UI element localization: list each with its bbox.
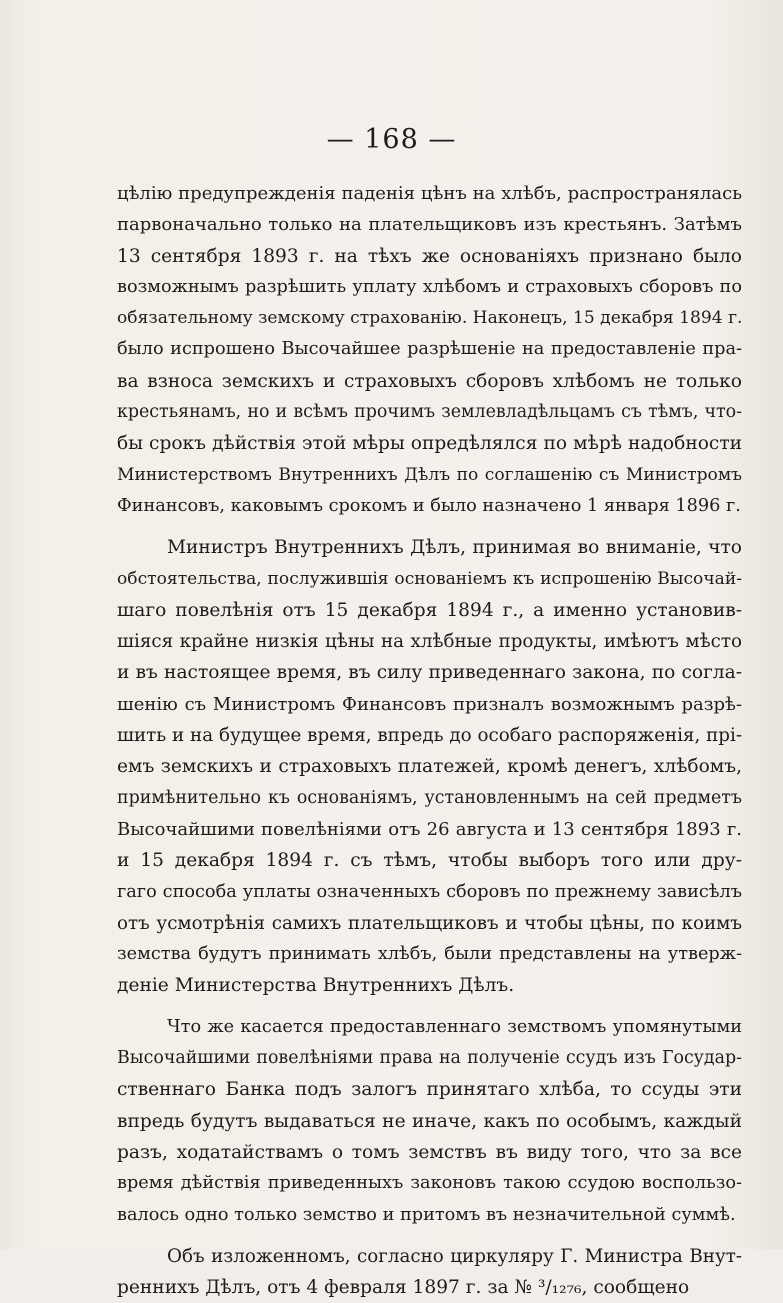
body-text xyxy=(117,178,742,1303)
text-line: Министръ Внутреннихъ Дѣлъ, принимая во вниманіе, что xyxy=(167,537,742,559)
text-line: впредь будутъ выдаваться не иначе, какъ по особымъ, каждый xyxy=(117,1110,742,1132)
text-line: обязательному земскому страхованію. Наконецъ, 15 декабря 1894 г. xyxy=(117,308,743,329)
text-line: емъ земскихъ и страховыхъ платежей, кромѣ денегъ, хлѣбомъ, xyxy=(117,756,742,778)
text-line: реннихъ Дѣлъ, отъ 4 февраля 1897 г. за № ³/₁₂₇₆, сообщено xyxy=(117,1277,690,1299)
paragraph xyxy=(117,1012,742,1231)
text-line: время дѣйствія приведенныхъ законовъ такою ссудою воспользо- xyxy=(117,1173,742,1194)
text-line: бы срокъ дѣйствія этой мѣры опредѣлялся по мѣрѣ надобности xyxy=(117,433,742,455)
page-number: — 168 — xyxy=(326,124,457,155)
text-line: 13 сентября 1893 г. на тѣхъ же основаніяхъ признано было xyxy=(117,245,742,267)
paragraph xyxy=(117,532,742,1001)
text-line: шить и на будущее время, впредь до особаго распоряженія, прі- xyxy=(117,725,742,747)
text-line: валось одно только земство и притомъ въ незначительной суммѣ. xyxy=(117,1204,736,1225)
text-line: было испрошено Высочайшее разрѣшеніе на предоставленіе пра- xyxy=(117,339,742,360)
text-line: шіяся крайне низкія цѣны на хлѣбные продукты, имѣютъ мѣсто xyxy=(117,631,742,653)
text-line: Объ изложенномъ, согласно циркуляру Г. Министра Внут- xyxy=(167,1245,742,1267)
text-line: и 15 декабря 1894 г. съ тѣмъ, чтобы выборъ того или дру- xyxy=(117,850,742,872)
text-line: шаго повелѣнія отъ 15 декабря 1894 г., а именно установив- xyxy=(117,599,742,621)
text-line: Финансовъ, каковымъ срокомъ и было назначено 1 января 1896 г. xyxy=(117,495,741,516)
text-line: шенію съ Министромъ Финансовъ призналъ возможнымъ разрѣ- xyxy=(117,693,742,715)
text-line: Что же касается предоставленнаго земствомъ упомянутыми xyxy=(167,1016,742,1037)
text-line: гаго способа уплаты означенныхъ сборовъ по прежнему зависѣлъ xyxy=(117,881,742,902)
text-line: Высочайшими повелѣніями права на полученіе ссудъ изъ Государ- xyxy=(117,1048,742,1069)
text-line: парвоначально только на плательщиковъ изъ крестьянъ. Затѣмъ xyxy=(117,214,742,236)
text-line: крестьянамъ, но и всѣмъ прочимъ землевладѣльцамъ съ тѣмъ, что- xyxy=(117,402,742,423)
text-line: земства будутъ принимать хлѣбъ, были представлены на утверж- xyxy=(117,944,742,965)
text-line: цѣлію предупрежденія паденія цѣнъ на хлѣбъ, распространялась xyxy=(117,183,742,204)
text-line: разъ, ходатайствамъ о томъ земствъ въ виду того, что за все xyxy=(117,1141,742,1163)
paragraph xyxy=(117,178,742,522)
paragraph xyxy=(117,1241,742,1303)
text-line: деніе Министерства Внутреннихъ Дѣлъ. xyxy=(117,975,515,997)
text-line: возможнымъ разрѣшить уплату хлѣбомъ и страховыхъ сборовъ по xyxy=(117,276,742,297)
text-line: и въ настоящее время, въ силу приведеннаго закона, по согла- xyxy=(117,662,742,684)
text-line: примѣнительно къ основаніямъ, установленнымъ на сей предметъ xyxy=(117,787,742,808)
text-line: ственнаго Банка подъ залогъ принятаго хлѣба, то ссуды эти xyxy=(117,1079,742,1101)
text-line: обстоятельства, послужившія основаніемъ къ испрошенію Высочай- xyxy=(117,568,742,589)
text-line: Министерствомъ Внутреннихъ Дѣлъ по соглашенію съ Министромъ xyxy=(117,464,742,485)
text-line: ва взноса земскихъ и страховыхъ сборовъ хлѣбомъ не только xyxy=(117,370,742,392)
text-line: Высочайшими повелѣніями отъ 26 августа и 13 сентября 1893 г. xyxy=(117,818,742,840)
text-line: отъ усмотрѣнія самихъ плательщиковъ и чтобы цѣны, по коимъ xyxy=(117,912,742,934)
